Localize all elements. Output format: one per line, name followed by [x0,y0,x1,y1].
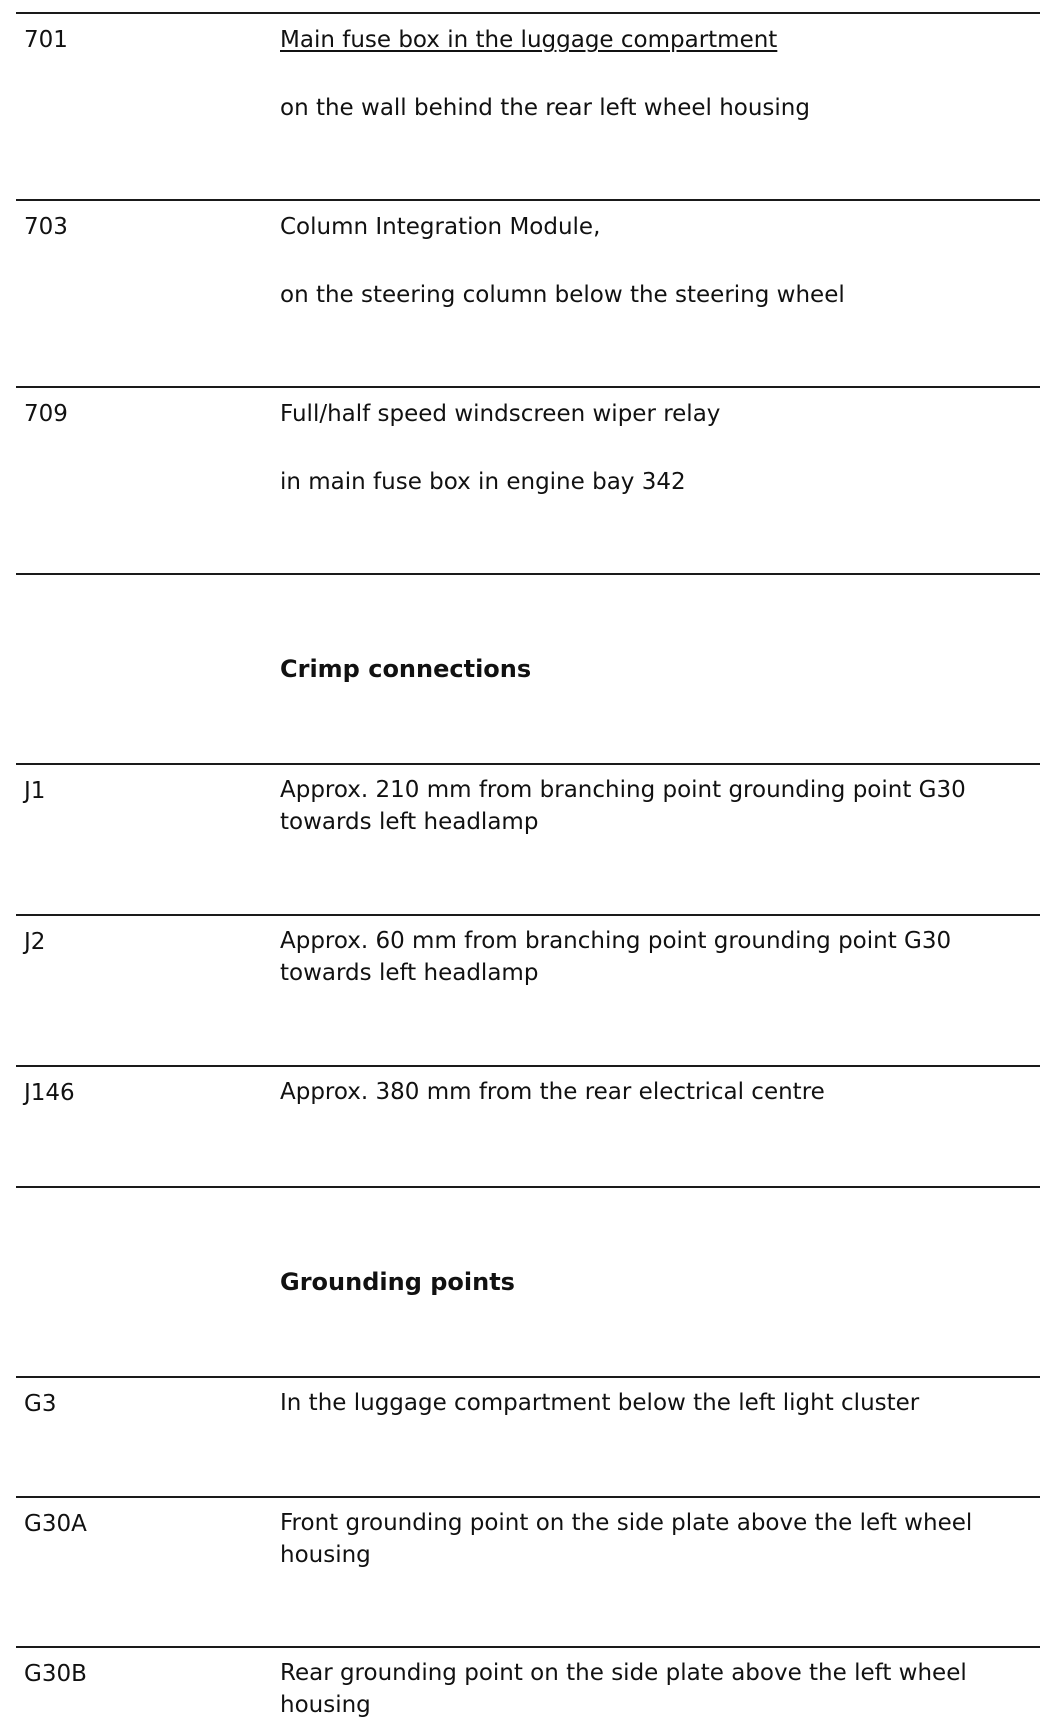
component-location-title: Main fuse box in the luggage compartment [280,27,778,53]
table-rule [16,12,1040,14]
crimp-code: J146 [24,1080,75,1106]
component-location-detail: in main fuse box in engine bay 342 [280,469,686,495]
component-location-detail: on the steering column below the steering wheel [280,282,845,308]
component-code: 701 [24,27,68,53]
table-rule [16,1646,1040,1648]
component-location-detail: on the wall behind the rear left wheel housing [280,95,810,121]
table-rule [16,199,1040,201]
component-description [280,398,1040,498]
grounding-description: Front grounding point on the side plate above the left wheel housing [280,1510,973,1568]
table-rule [16,914,1040,916]
table-rule [16,1186,1040,1188]
component-description [280,211,1040,311]
table-rule [16,386,1040,388]
component-code: 709 [24,401,68,427]
grounding-code: G3 [24,1391,57,1417]
grounding-description: In the luggage compartment below the left light cluster [280,1390,920,1416]
crimp-code: J1 [24,778,46,804]
crimp-code: J2 [24,929,46,955]
table-rule [16,1496,1040,1498]
grounding-description: Rear grounding point on the side plate above the left wheel housing [280,1660,967,1718]
crimp-description: Approx. 60 mm from branching point grounding point G30 towards left headlamp [280,928,952,986]
grounding-code: G30A [24,1511,87,1537]
section-heading-crimp-connections: Crimp connections [280,655,532,683]
crimp-description: Approx. 380 mm from the rear electrical centre [280,1079,825,1105]
grounding-code: G30B [24,1661,87,1687]
section-heading-grounding-points: Grounding points [280,1268,515,1296]
table-rule [16,573,1040,575]
crimp-description: Approx. 210 mm from branching point grounding point G30 towards left headlamp [280,777,966,835]
component-location-title: Full/half speed windscreen wiper relay [280,401,721,427]
component-description [280,24,1040,124]
table-rule [16,1376,1040,1378]
component-location-title: Column Integration Module, [280,214,601,240]
component-code: 703 [24,214,68,240]
table-rule [16,1065,1040,1067]
table-rule [16,763,1040,765]
